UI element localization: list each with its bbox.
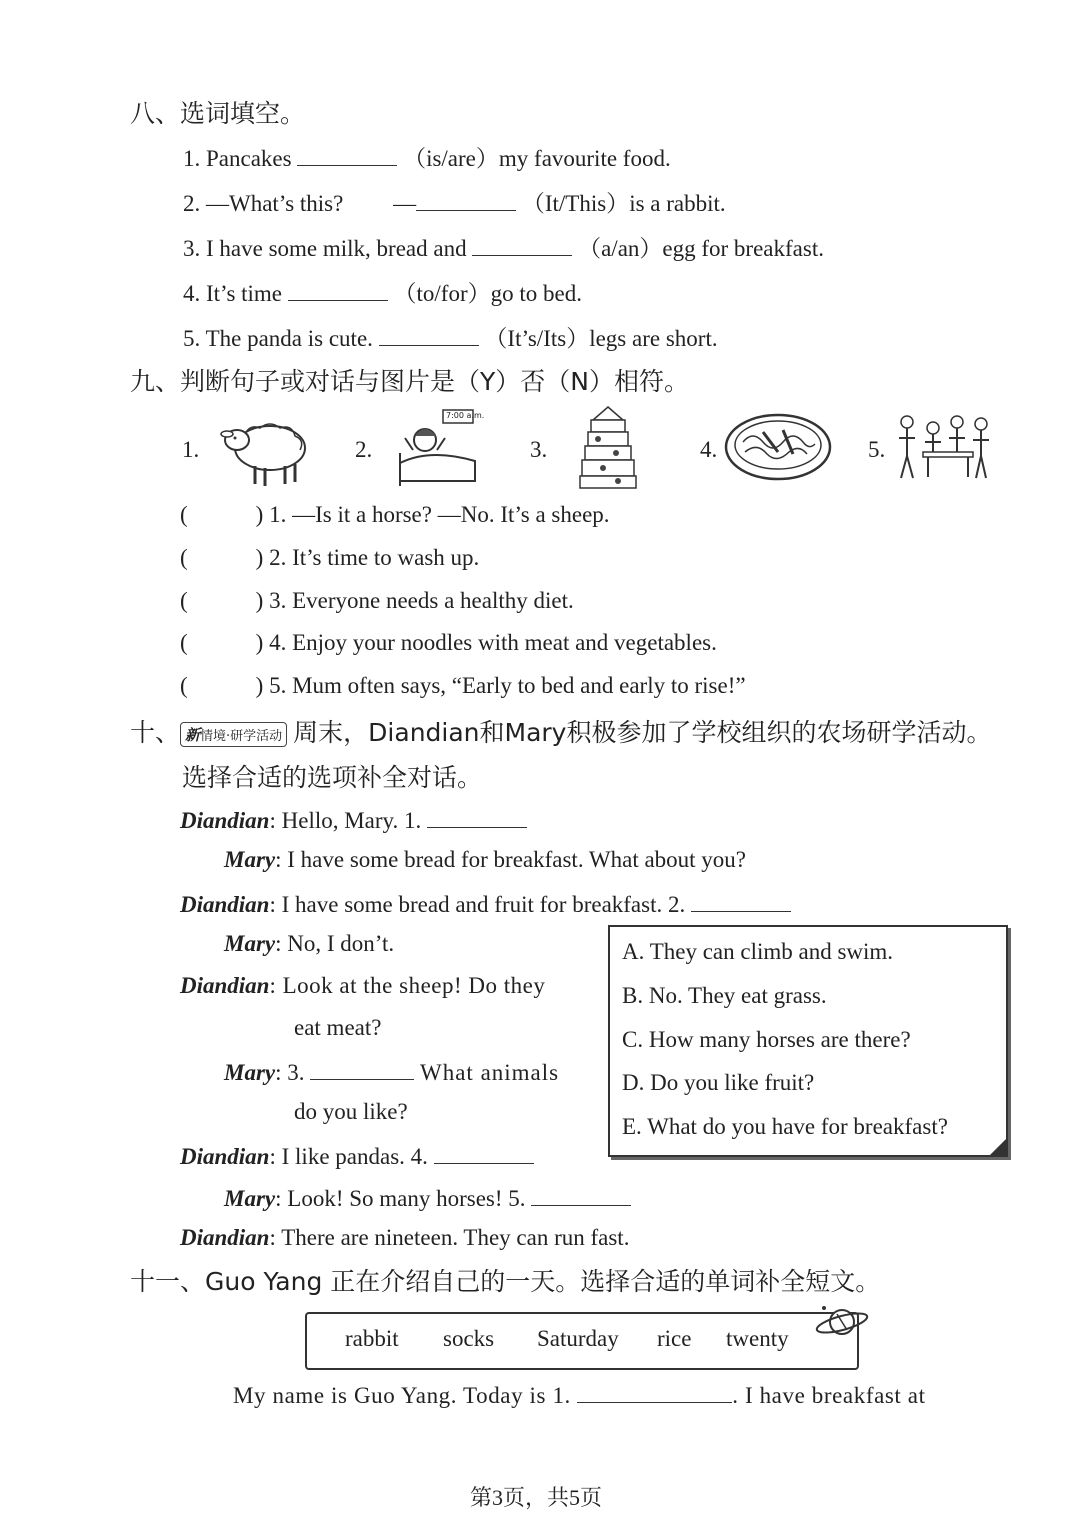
- dialog-line-10: Mary: Look! So many horses! 5.: [224, 1183, 631, 1212]
- dialog-line-4: Mary: No, I don’t.: [224, 931, 395, 956]
- word-rice: rice: [657, 1326, 692, 1351]
- s8-item-2: 2. —What’s this? — （It/This）is a rabbit.: [183, 185, 726, 218]
- pic-label-3: 3.: [530, 437, 548, 462]
- word-socks: socks: [443, 1326, 495, 1351]
- noodles-bowl-picture: [723, 412, 833, 487]
- boy-bed-picture: [395, 408, 485, 488]
- dialog-line-3: Diandian: I have some bread and fruit for breakfast. 2.: [180, 889, 791, 918]
- situation-tag: 新情境·研学活动: [180, 722, 287, 747]
- word-rabbit: rabbit: [345, 1326, 399, 1351]
- dialog-line-7: Mary: 3. What animals: [224, 1057, 559, 1086]
- option-c: C. How many horses are there?: [622, 1027, 911, 1052]
- dialog-line-6: eat meat?: [294, 1015, 382, 1040]
- dialog-line-1: Diandian: Hello, Mary. 1.: [180, 805, 527, 834]
- section-8-title: 八、选词填空。: [130, 99, 306, 128]
- dialog-line-8: do you like?: [294, 1099, 408, 1124]
- pic-label-4: 4.: [700, 437, 718, 462]
- s8-item-4: 4. It’s time （to/for）go to bed.: [183, 275, 582, 308]
- option-e: E. What do you have for breakfast?: [622, 1114, 948, 1139]
- planet-icon: [812, 1302, 872, 1342]
- option-b: B. No. They eat grass.: [622, 983, 827, 1008]
- s8-item-1: 1. Pancakes （is/are）my favourite food.: [183, 140, 671, 173]
- family-picture: [895, 410, 1000, 482]
- s9-item-2: ( ) 2. It’s time to wash up.: [180, 545, 480, 570]
- s9-item-1: ( ) 1. —Is it a horse? —No. It’s a sheep.: [180, 502, 610, 527]
- dialog-line-11: Diandian: There are nineteen. They can run fast.: [180, 1225, 630, 1250]
- pic-label-5: 5.: [868, 437, 886, 462]
- s9-item-3: ( ) 3. Everyone needs a healthy diet.: [180, 588, 574, 613]
- passage-line-1: My name is Guo Yang. Today is 1. . I have breakfast at: [233, 1380, 926, 1409]
- s8-item-5: 5. The panda is cute. （It’s/Its）legs are short.: [183, 320, 718, 353]
- dialog-line-9: Diandian: I like pandas. 4.: [180, 1141, 534, 1170]
- section-10-title: 十、 新情境·研学活动 周末，Diandian和Mary积极参加了学校组织的农场研学活动。: [130, 718, 992, 747]
- option-a: A. They can climb and swim.: [622, 939, 894, 964]
- section-11-title: 十一、Guo Yang 正在介绍自己的一天。选择合适的单词补全短文。: [130, 1267, 881, 1296]
- food-pyramid-picture: [578, 405, 638, 490]
- options-box: [608, 925, 1008, 1157]
- s8-item-3: 3. I have some milk, bread and （a/an）egg for breakfast.: [183, 230, 824, 263]
- dialog-line-5: Diandian: Look at the sheep! Do they: [180, 973, 546, 998]
- word-bank-box: [305, 1312, 859, 1370]
- sheep-picture: [215, 408, 310, 488]
- dialog-line-2: Mary: I have some bread for breakfast. What about you?: [224, 847, 747, 872]
- clock-label: 7:00 a.m.: [446, 411, 485, 420]
- section-10-subtitle: 选择合适的选项补全对话。: [182, 763, 483, 792]
- page-curl-icon: [988, 1137, 1008, 1157]
- s9-item-4: ( ) 4. Enjoy your noodles with meat and vegetables.: [180, 630, 717, 655]
- s9-item-5: ( ) 5. Mum often says, “Early to bed and early to rise!”: [180, 673, 746, 698]
- page-footer: 第3页，共5页: [470, 1485, 603, 1510]
- pic-label-1: 1.: [182, 437, 200, 462]
- word-saturday: Saturday: [537, 1326, 619, 1351]
- word-twenty: twenty: [726, 1326, 789, 1351]
- option-d: D. Do you like fruit?: [622, 1070, 815, 1095]
- section-9-title: 九、判断句子或对话与图片是（Y）否（N）相符。: [130, 367, 689, 396]
- pic-label-2: 2.: [355, 437, 373, 462]
